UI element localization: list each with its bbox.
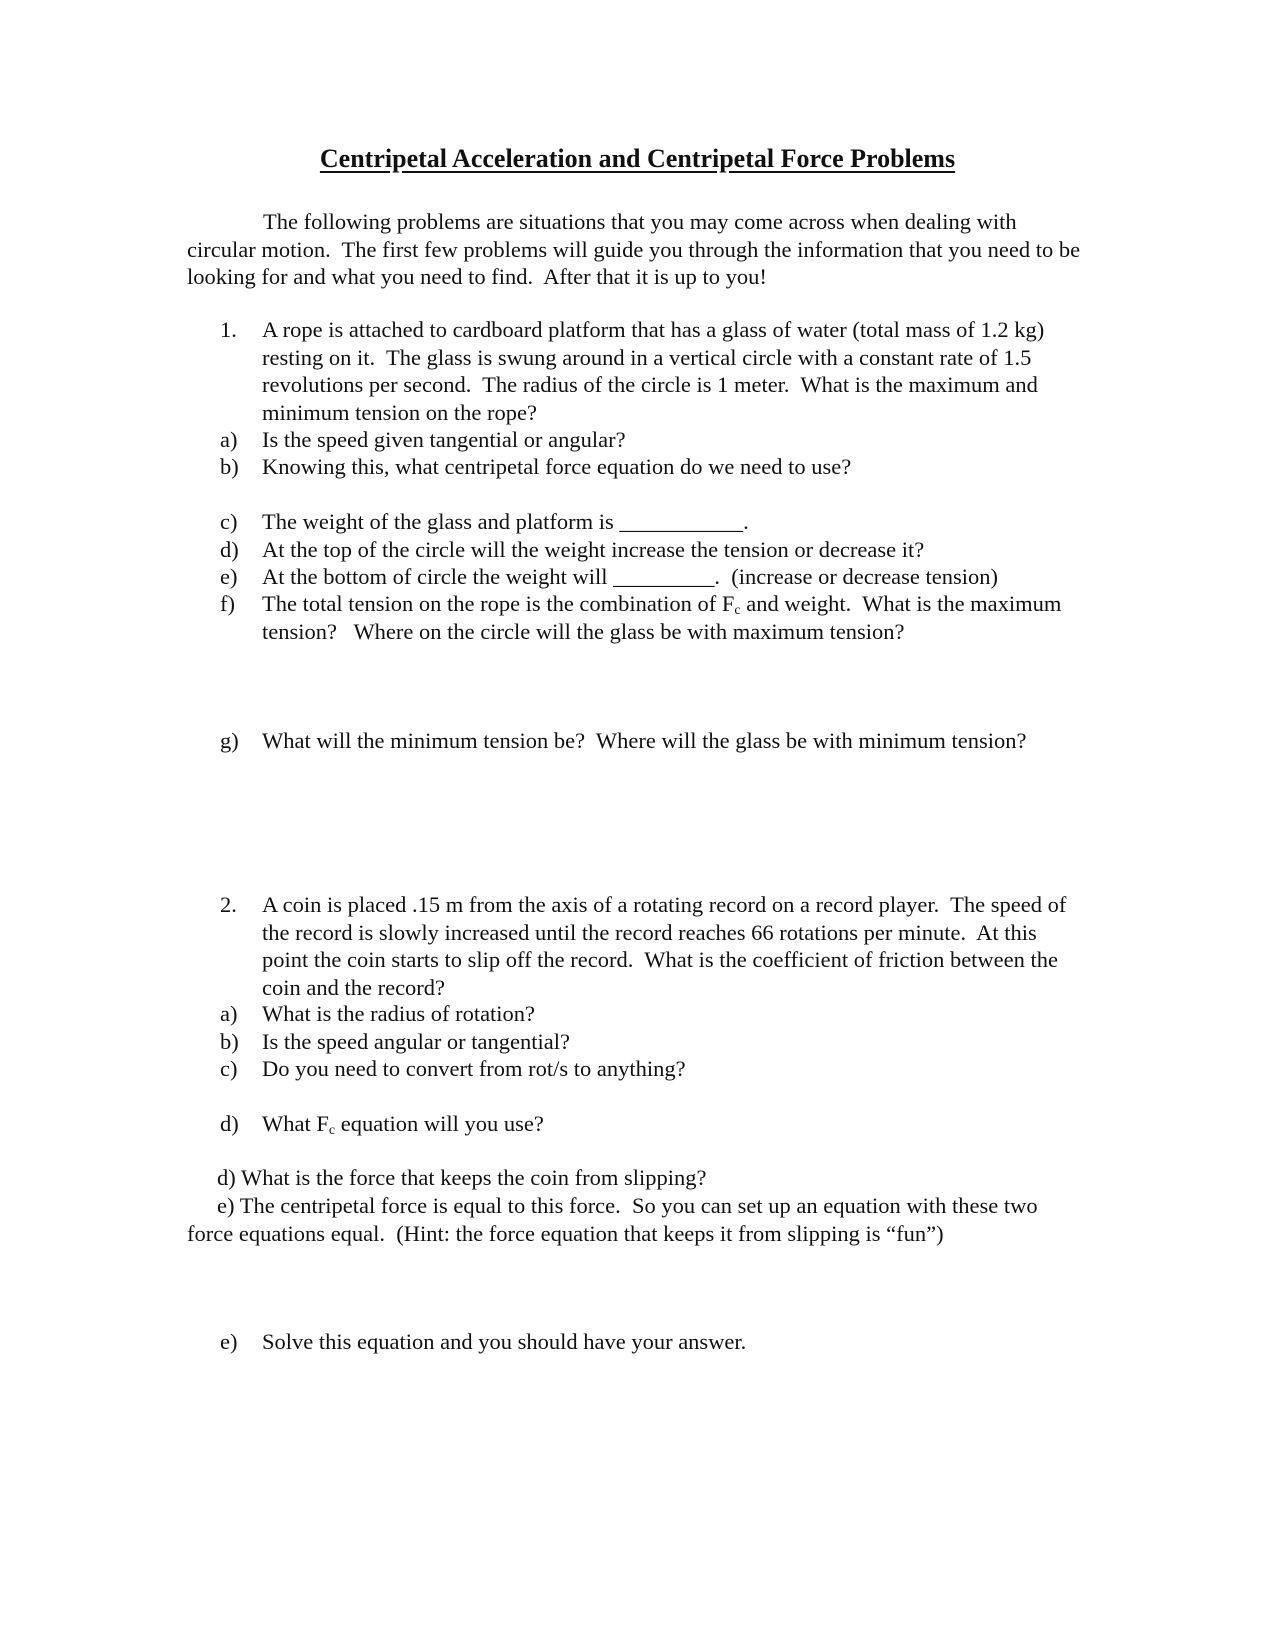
question-text [262,1110,1082,1138]
question-text: What will the minimum tension be? Where will the glass be with minimum tension? [262,728,1027,753]
question-label: d) [220,1111,239,1136]
question-text-part: and weight. What is the maximum tension? Where on the circle will the glass be with maximum tension? [262,591,1068,644]
question-text: Do you need to convert from rot/s to anything? [262,1056,686,1081]
question-2e-followup: e) The centripetal force is equal to this force. So you can set up an equation with these two force equations equal. (Hint: the force equation that keeps it from slipping is “fun”) [187,1193,1044,1246]
question-text: What is the radius of rotation? [262,1001,536,1026]
problem-number: 1. [220,317,237,342]
problem-number: 2. [220,892,237,917]
question-label: e) [220,564,238,589]
question-text-part: The total tension on the rope is the combination of F [262,591,735,616]
question-text: The weight of the glass and platform is ___________. [262,509,749,534]
question-label: b) [220,454,239,479]
question-text: At the bottom of circle the weight will _________. (increase or decrease tension) [262,564,999,589]
question-label: e) [220,1329,238,1354]
subscript: c [328,1123,336,1138]
problem-text: A rope is attached to cardboard platform that has a glass of water (total mass of 1.2 kg) resting on it. The glass is swung around in a vertical circle with a constant rate of 1.5 revolutions per second. The radius of the circle is 1 meter. What is the maximum and minimum tension on the rope? [262,317,1050,425]
question-label: d) [220,537,239,562]
question-label: c) [220,509,238,534]
question-text [262,590,1082,645]
question-text-part: What F [262,1111,329,1136]
question-text: Is the speed angular or tangential? [262,1029,571,1054]
subscript: c [734,603,741,618]
question-label: b) [220,1029,239,1054]
question-text-part: equation will you use? [335,1111,544,1136]
question-label: a) [220,1001,238,1026]
question-text: At the top of the circle will the weight increase the tension or decrease it? [262,537,925,562]
intro-paragraph: The following problems are situations that you may come across when dealing with circular motion. The first few problems will guide you through the information that you need to be looking for and what you need to find. After that it is up to you! [187,209,1086,290]
question-2d-followup: d) What is the force that keeps the coin from slipping? [217,1165,707,1190]
problem-text: A coin is placed .15 m from the axis of a rotating record on a record player. The speed of the record is slowly increased until the record reaches 66 rotations per minute. At this point the coin starts to slip off the record. What is the coefficient of friction between the coin and the record? [262,892,1072,1000]
question-text: Knowing this, what centripetal force equation do we need to use? [262,454,852,479]
question-text: Solve this equation and you should have your answer. [262,1329,747,1354]
question-label: g) [220,728,239,753]
question-label: c) [220,1056,238,1081]
page-title: Centripetal Acceleration and Centripetal Force Problems [319,144,956,173]
question-label: f) [220,591,235,616]
question-label: a) [220,427,238,452]
question-text: Is the speed given tangential or angular? [262,427,626,452]
